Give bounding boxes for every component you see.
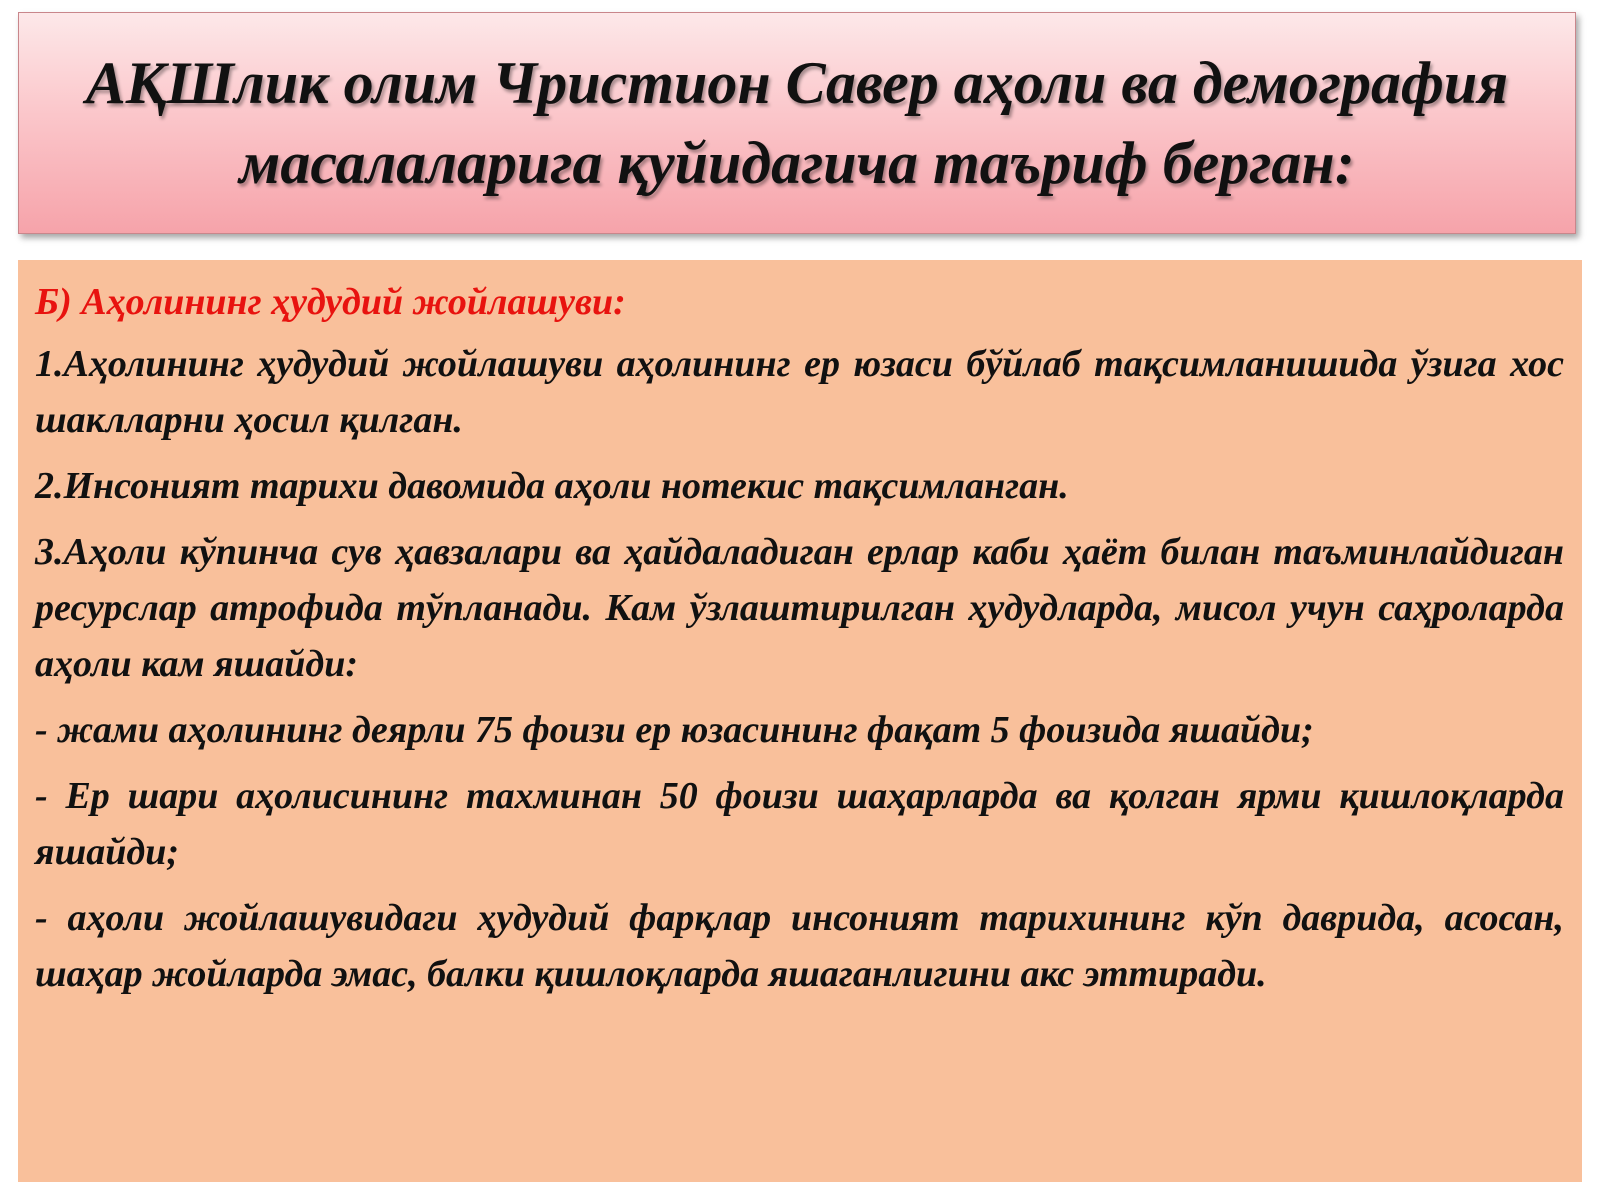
section-heading: Б) Аҳолининг ҳудудий жойлашуви: <box>35 281 626 323</box>
title-banner <box>18 12 1576 234</box>
slide-title: АҚШлик олим Чристион Савер аҳоли ва демография масалаларига қуйидагича таъриф берган: <box>85 50 1509 196</box>
paragraph-2: 2.Инсоният тарихи давомида аҳоли нотекис тақсимланган. <box>35 465 1069 507</box>
content-panel <box>18 260 1582 1182</box>
bullet-2: - Ер шари аҳолисининг тахминан 50 фоизи шаҳарларда ва қолган ярми қишлоқларда яшайди; <box>35 775 1564 873</box>
paragraph-1: 1.Аҳолининг ҳудудий жойлашуви аҳолининг ер юзаси бўйлаб тақсимланишида ўзига хос шаклларни ҳосил қилган. <box>35 343 1564 441</box>
bullet-1: - жами аҳолининг деярли 75 фоизи ер юзасининг фақат 5 фоизида яшайди; <box>35 709 1314 751</box>
paragraph-3: 3.Аҳоли кўпинча сув ҳавзалари ва ҳайдаладиган ерлар каби ҳаёт билан таъминлайдиган ресурслар атрофида тўпланади. Кам ўзлаштирилган ҳудудларда, мисол учун саҳроларда аҳоли кам яшайди: <box>35 531 1564 685</box>
bullet-3: - аҳоли жойлашувидаги ҳудудий фарқлар инсоният тарихининг кўп даврида, асосан, шаҳар жойларда эмас, балки қишлоқларда яшаганлигини акс эттиради. <box>35 897 1564 995</box>
